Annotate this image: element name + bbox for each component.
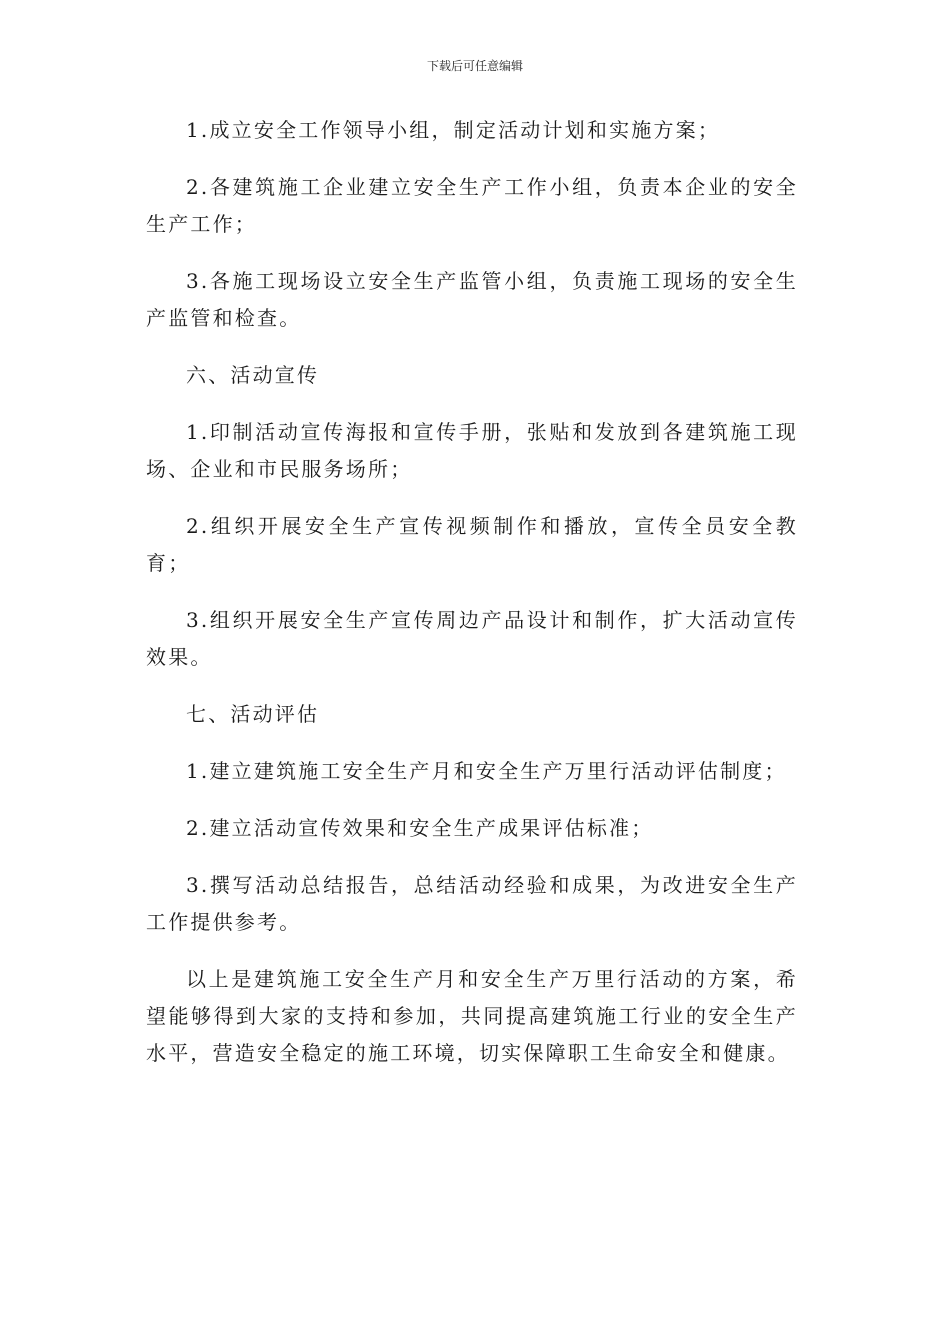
paragraph-6-3: 3.组织开展安全生产宣传周边产品设计和制作，扩大活动宣传效果。 xyxy=(146,608,798,669)
paragraph-6-1: 1.印制活动宣传海报和宣传手册，张贴和发放到各建筑施工现场、企业和市民服务场所； xyxy=(146,420,798,481)
paragraph-1-1: 1.成立安全工作领导小组，制定活动计划和实施方案； xyxy=(186,118,721,142)
paragraph-1-2: 2.各建筑施工企业建立安全生产工作小组，负责本企业的安全生产工作； xyxy=(146,175,798,236)
section-heading-publicity: 六、活动宣传 xyxy=(186,363,320,387)
closing-paragraph: 以上是建筑施工安全生产月和安全生产万里行活动的方案，希望能够得到大家的支持和参加，共同提高建筑施工行业的安全生产水平，营造安全稳定的施工环境，切实保障职工生命安全和健康。 xyxy=(146,967,798,1065)
section-heading-evaluation: 七、活动评估 xyxy=(186,702,320,726)
paragraph-1-3: 3.各施工现场设立安全生产监管小组，负责施工现场的安全生产监管和检查。 xyxy=(146,269,798,330)
paragraph-7-2: 2.建立活动宣传效果和安全生产成果评估标准； xyxy=(186,816,654,840)
document-body xyxy=(146,112,798,1092)
paragraph-7-1: 1.建立建筑施工安全生产月和安全生产万里行活动评估制度； xyxy=(186,759,787,783)
page-header: 下载后可任意编辑 xyxy=(426,59,523,73)
paragraph-7-3: 3.撰写活动总结报告，总结活动经验和成果，为改进安全生产工作提供参考。 xyxy=(146,873,798,934)
paragraph-6-2: 2.组织开展安全生产宣传视频制作和播放，宣传全员安全教育； xyxy=(146,514,798,575)
